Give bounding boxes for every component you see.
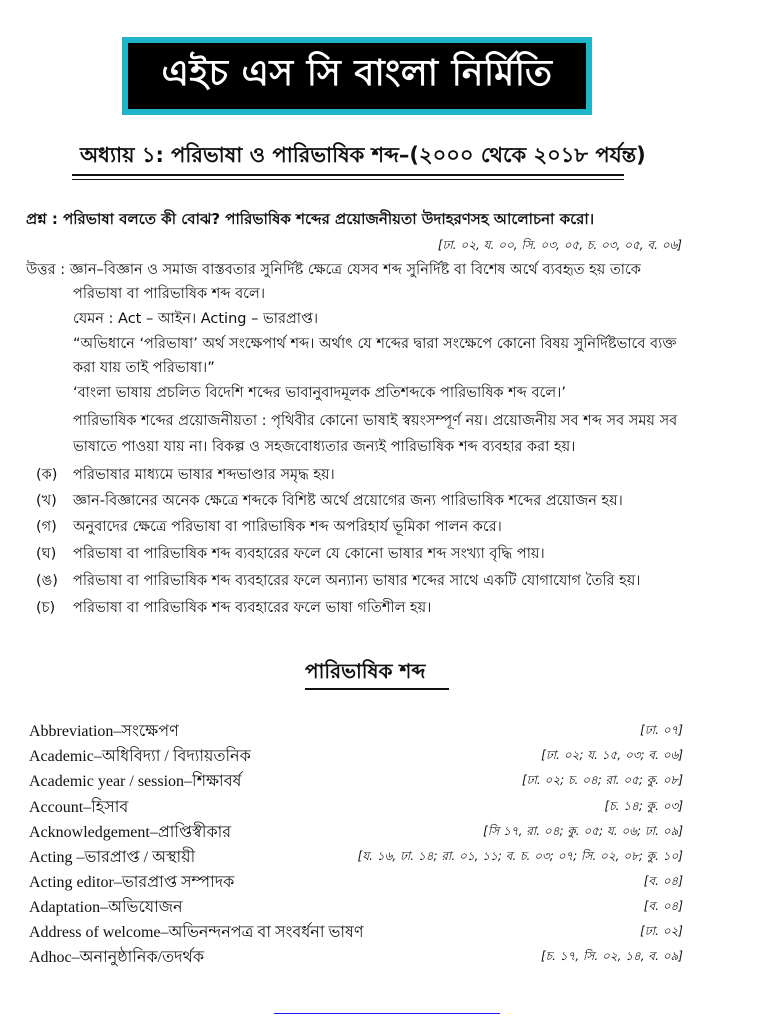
- list-item: জ্ঞান-বিজ্ঞানের অনেক ক্ষেত্রে শব্দকে বিশিষ্ট অর্থে প্রয়োগের জন্য পারিভাষিক শব্দের প্রয়োজন হয়।: [73, 493, 623, 509]
- term-entry: Adhoc–অনানুষ্ঠানিক/তদর্থক: [29, 949, 205, 966]
- term-reference: [ঢা. ০২]: [640, 924, 683, 938]
- question-text: প্রশ্ন : পরিভাষা বলতে কী বোঝ? পারিভাষিক শব্দের প্রয়োজনীয়তা উদাহরণসহ আলোচনা করো।: [26, 210, 595, 228]
- list-marker: (খ): [36, 493, 57, 509]
- answer-line: “অভিধানে ‘পরিভাষা’ অর্থ সংক্ষেপার্থ শব্দ। অর্থাৎ যে শব্দের দ্বারা সংক্ষেপে কোনো বিষয় সুনির্দিষ্টভাবে ব্যক্ত: [73, 336, 677, 352]
- term-entry: Abbreviation–সংক্ষেপণ: [29, 723, 179, 740]
- list-item: পরিভাষার মাধ্যমে ভাষার শব্দভাণ্ডার সমৃদ্ধ হয়।: [73, 467, 335, 483]
- answer-line: পারিভাষিক শব্দের প্রয়োজনীয়তা : পৃথিবীর কোনো ভাষাই স্বয়ংসম্পূর্ণ নয়। প্রয়োজনীয় সব শব্দ সব সময় সব: [73, 413, 678, 429]
- list-item: পরিভাষা বা পারিভাষিক শব্দ ব্যবহারের ফলে যে কোনো ভাষার শব্দ সংখ্যা বৃদ্ধি পায়।: [73, 546, 545, 562]
- list-marker: (ঙ): [36, 573, 58, 589]
- term-reference: [ঢা. ০৭]: [640, 723, 683, 737]
- section-heading: পারিভাষিক শব্দ: [305, 659, 426, 683]
- term-entry: Acting –ভারপ্রাপ্ত / অস্থায়ী: [29, 849, 196, 866]
- term-reference: [সি ১৭, রা. ০৪; কু. ০৫; য. ০৬; ঢা. ০৯]: [483, 824, 683, 838]
- term-reference: [চ. ১৪; কু. ০৩]: [604, 799, 683, 813]
- term-reference: [ঢা. ০২; য. ১৫, ০৩; ব. ০৬]: [541, 748, 683, 762]
- list-marker: (ক): [36, 467, 58, 483]
- term-reference: [য. ১৬, ঢা. ১৪; রা. ০১, ১১; ব. চ. ০৩; ০৭; সি. ০২, ০৮; কু. ১০]: [357, 849, 683, 863]
- answer-line: ভাষাতে পাওয়া যায় না। বিকল্প ও সহজবোধ্যতার জন্যই পারিভাষিক শব্দ ব্যবহার করা হয়।: [73, 439, 576, 455]
- list-marker: (ঘ): [36, 546, 57, 562]
- title-banner-inner: [128, 43, 586, 109]
- term-entry: Academic–অধিবিদ্যা / বিদ্যায়তনিক: [29, 748, 251, 765]
- chapter-rule-thin: [72, 179, 624, 180]
- term-entry: Account–হিসাব: [29, 799, 129, 816]
- chapter-rule-thick: [72, 174, 624, 176]
- list-item: অনুবাদের ক্ষেত্রে পরিভাষা বা পারিভাষিক শব্দ অপরিহার্য ভূমিকা পালন করে।: [73, 519, 502, 535]
- term-reference: [চ. ১৭, সি. ০২, ১৪, ব. ০৯]: [540, 949, 683, 963]
- list-marker: (গ): [36, 519, 57, 535]
- term-entry: Acting editor–ভারপ্রাপ্ত সম্পাদক: [29, 874, 235, 891]
- banner-title: এইচ এস সি বাংলা নির্মিতি: [161, 53, 553, 94]
- answer-line: করা যায় তাই পরিভাষা।”: [73, 360, 215, 376]
- term-reference: [ঢা. ০২; চ. ০৪; রা. ০৫; কু. ০৮]: [521, 773, 683, 787]
- term-entry: Address of welcome–অভিনন্দনপত্র বা সংবর্ধনা ভাষণ: [29, 924, 364, 941]
- answer-line: উত্তর : জ্ঞান–বিজ্ঞান ও সমাজ বাস্তবতার সুনির্দিষ্ট ক্ষেত্রে যেসব শব্দ সুনির্দিষ্ট বা বিশেষ অর্থে ব্যবহৃত হয় তাকে: [26, 262, 641, 278]
- term-reference: [ব. ০৪]: [643, 874, 683, 888]
- term-entry: Acknowledgement–প্রাপ্তিস্বীকার: [29, 824, 232, 841]
- term-reference: [ব. ০৪]: [643, 899, 683, 913]
- section-heading-underline: [305, 688, 449, 690]
- title-banner: [122, 37, 592, 115]
- answer-line: পরিভাষা বা পারিভাষিক শব্দ বলে।: [73, 286, 266, 302]
- term-entry: Adaptation–অভিযোজন: [29, 899, 183, 916]
- answer-line: ‘বাংলা ভাষায় প্রচলিত বিদেশি শব্দের ভাবানুবাদমূলক প্রতিশব্দকে পারিভাষিক শব্দ বলে।’: [73, 385, 566, 401]
- term-entry: Academic year / session–শিক্ষাবর্ষ: [29, 773, 242, 790]
- answer-line: যেমন : Act – আইন। Acting – ভারপ্রাপ্ত।: [73, 311, 319, 327]
- footer-link-underline[interactable]: [274, 1013, 500, 1014]
- question-reference: [ঢা. ০২, য. ০০, সি. ০৩, ০৫, চ. ০৩, ০৫, ব. ০৬]: [437, 238, 682, 252]
- list-marker: (চ): [36, 600, 56, 616]
- list-item: পরিভাষা বা পারিভাষিক শব্দ ব্যবহারের ফলে অন্যান্য ভাষার শব্দের সাথে একটি যোগাযোগ তৈরি হয়।: [73, 573, 641, 589]
- list-item: পরিভাষা বা পারিভাষিক শব্দ ব্যবহারের ফলে ভাষা গতিশীল হয়।: [73, 600, 432, 616]
- chapter-title: অধ্যায় ১: পরিভাষা ও পারিভাষিক শব্দ–(২০০০ থেকে ২০১৮ পর্যন্ত): [80, 143, 646, 167]
